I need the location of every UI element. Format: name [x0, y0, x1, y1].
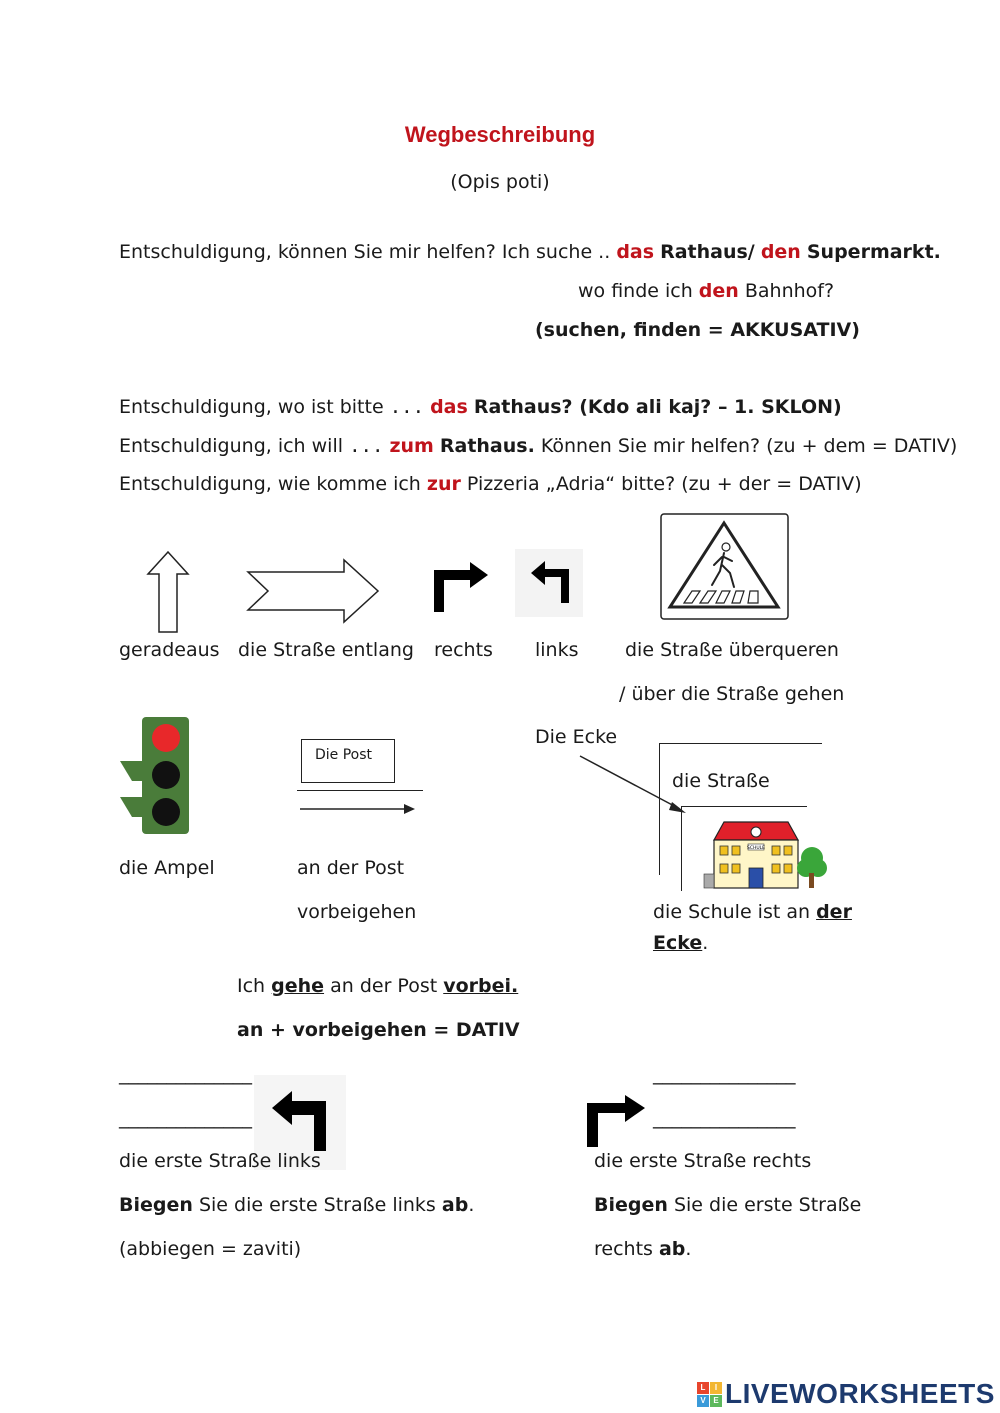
noun-rathaus: Rathaus/ — [660, 241, 755, 263]
turn-left-icon-bg — [515, 549, 583, 617]
label-rechts: rechts — [434, 639, 493, 661]
corner-inner-left-line — [681, 806, 682, 891]
label-erste-strasse-rechts: die erste Straße rechts — [594, 1150, 812, 1172]
arrow-up-icon — [146, 550, 190, 634]
arrow-right-outline-icon — [246, 558, 380, 624]
label-die-ecke: Die Ecke — [535, 726, 618, 748]
q2-article: zum — [389, 435, 434, 457]
ab-left: ab — [441, 1194, 469, 1216]
brand-name: LIVEWORKSHEETS — [725, 1378, 995, 1409]
q1-rest: Rathaus? (Kdo ali kaj? – 1. SKLON) — [473, 396, 842, 418]
pedestrian-crossing-sign-icon — [660, 513, 789, 620]
q2-prefix: Entschuldigung, ich will — [119, 435, 344, 457]
sentence-left-end: . — [468, 1194, 475, 1216]
label-an-der-post: an der Post — [297, 857, 405, 879]
label-ueber-strasse: / über die Straße gehen — [619, 683, 845, 705]
page-subtitle: (Opis poti) — [450, 171, 550, 193]
pointer-arrow — [578, 752, 690, 818]
label-vorbeigehen: vorbeigehen — [297, 901, 417, 923]
article-den: den — [760, 241, 801, 263]
turn-left-icon — [529, 561, 573, 605]
blank-left-2: ______________ — [119, 1107, 252, 1129]
q3-prefix: Entschuldigung, wie komme ich — [119, 473, 421, 495]
q2-noun: Rathaus. — [439, 435, 535, 457]
noun-supermarkt: Supermarkt. — [806, 241, 941, 263]
logo-i: I — [710, 1382, 722, 1394]
turn-right-icon — [432, 562, 490, 614]
q3-rest: Pizzeria „Adria“ bitte? (zu + der = DATIV) — [466, 473, 862, 495]
school-sentence-line-2 — [653, 932, 708, 954]
label-die-strasse: die Straße — [672, 770, 770, 792]
question-line-1 — [119, 396, 842, 418]
post-office-sign — [301, 739, 395, 783]
traffic-light-icon — [118, 715, 192, 837]
sentence-biegen-rechts-1 — [594, 1194, 861, 1216]
sentence-right-rechts: rechts — [594, 1238, 653, 1260]
q1-article: das — [430, 396, 468, 418]
sentence-right-end: . — [685, 1238, 692, 1260]
example-mid: an der Post — [330, 975, 438, 997]
arrow-right-small-icon — [300, 802, 416, 816]
article-den-2: den — [698, 280, 739, 302]
label-erste-strasse-links: die erste Straße links — [119, 1150, 321, 1172]
corner-top-line — [659, 743, 822, 744]
biegen-left: Biegen — [119, 1194, 193, 1216]
q1-dots: ... — [389, 396, 425, 418]
question-line-3 — [119, 473, 862, 495]
logo-l: L — [697, 1382, 709, 1394]
school-line-text: die Schule ist an — [653, 901, 811, 923]
example-vorbei: vorbei. — [443, 975, 519, 997]
example-ich: Ich — [237, 975, 266, 997]
liveworksheets-brand[interactable] — [697, 1378, 995, 1410]
school-sentence-line-1 — [653, 901, 852, 923]
biegen-right: Biegen — [594, 1194, 668, 1216]
liveworksheets-logo-icon — [697, 1382, 722, 1407]
intro-line-1 — [119, 241, 941, 263]
label-ueberqueren: die Straße überqueren — [625, 639, 839, 661]
ab-right: ab — [658, 1238, 686, 1260]
example-gehe: gehe — [271, 975, 325, 997]
sentence-biegen-links — [119, 1194, 474, 1216]
noun-bahnhof: Bahnhof? — [744, 280, 835, 302]
blank-right-1: _______________ — [653, 1063, 796, 1085]
sentence-biegen-rechts-2 — [594, 1238, 691, 1260]
school-period: . — [702, 932, 709, 954]
school-ecke: Ecke — [653, 932, 703, 954]
note-abbiegen: (abbiegen = zaviti) — [119, 1238, 302, 1260]
question-line-2 — [119, 435, 957, 457]
q2-rest: Können Sie mir helfen? (zu + dem = DATIV) — [540, 435, 958, 457]
page-title: Wegbeschreibung — [404, 122, 596, 147]
logo-v: V — [697, 1395, 709, 1407]
case-note-akkusativ: (suchen, finden = AKKUSATIV) — [535, 319, 860, 341]
article-das: das — [616, 241, 655, 263]
logo-e: E — [710, 1395, 722, 1407]
street-line — [297, 790, 423, 791]
school-der: der — [816, 901, 852, 923]
blank-left-1: ______________ — [119, 1063, 252, 1085]
post-sign-label: Die Post — [315, 747, 373, 763]
school-sign-text: SCHULE — [746, 846, 766, 851]
intro-q2-prefix: wo finde ich — [578, 280, 693, 302]
example-rule-dativ: an + vorbeigehen = DATIV — [237, 1019, 520, 1041]
school-building-icon — [700, 818, 830, 892]
q3-article: zur — [426, 473, 461, 495]
label-entlang: die Straße entlang — [238, 639, 414, 661]
label-geradeaus: geradeaus — [119, 639, 220, 661]
q1-prefix: Entschuldigung, wo ist bitte — [119, 396, 384, 418]
intro-q1-prefix: Entschuldigung, können Sie mir helfen? Ich suche .. — [119, 241, 611, 263]
intro-line-2 — [578, 280, 834, 302]
example-sentence — [237, 975, 518, 997]
sentence-left-mid: Sie die erste Straße links — [198, 1194, 436, 1216]
label-die-ampel: die Ampel — [119, 857, 215, 879]
turn-right-icon-2 — [585, 1095, 647, 1149]
corner-inner-top-line — [681, 806, 807, 807]
q2-dots: ... — [349, 435, 384, 457]
label-links: links — [535, 639, 579, 661]
turn-left-icon-2 — [270, 1091, 328, 1153]
blank-right-2: _______________ — [653, 1107, 796, 1129]
sentence-right-mid: Sie die erste Straße — [673, 1194, 862, 1216]
